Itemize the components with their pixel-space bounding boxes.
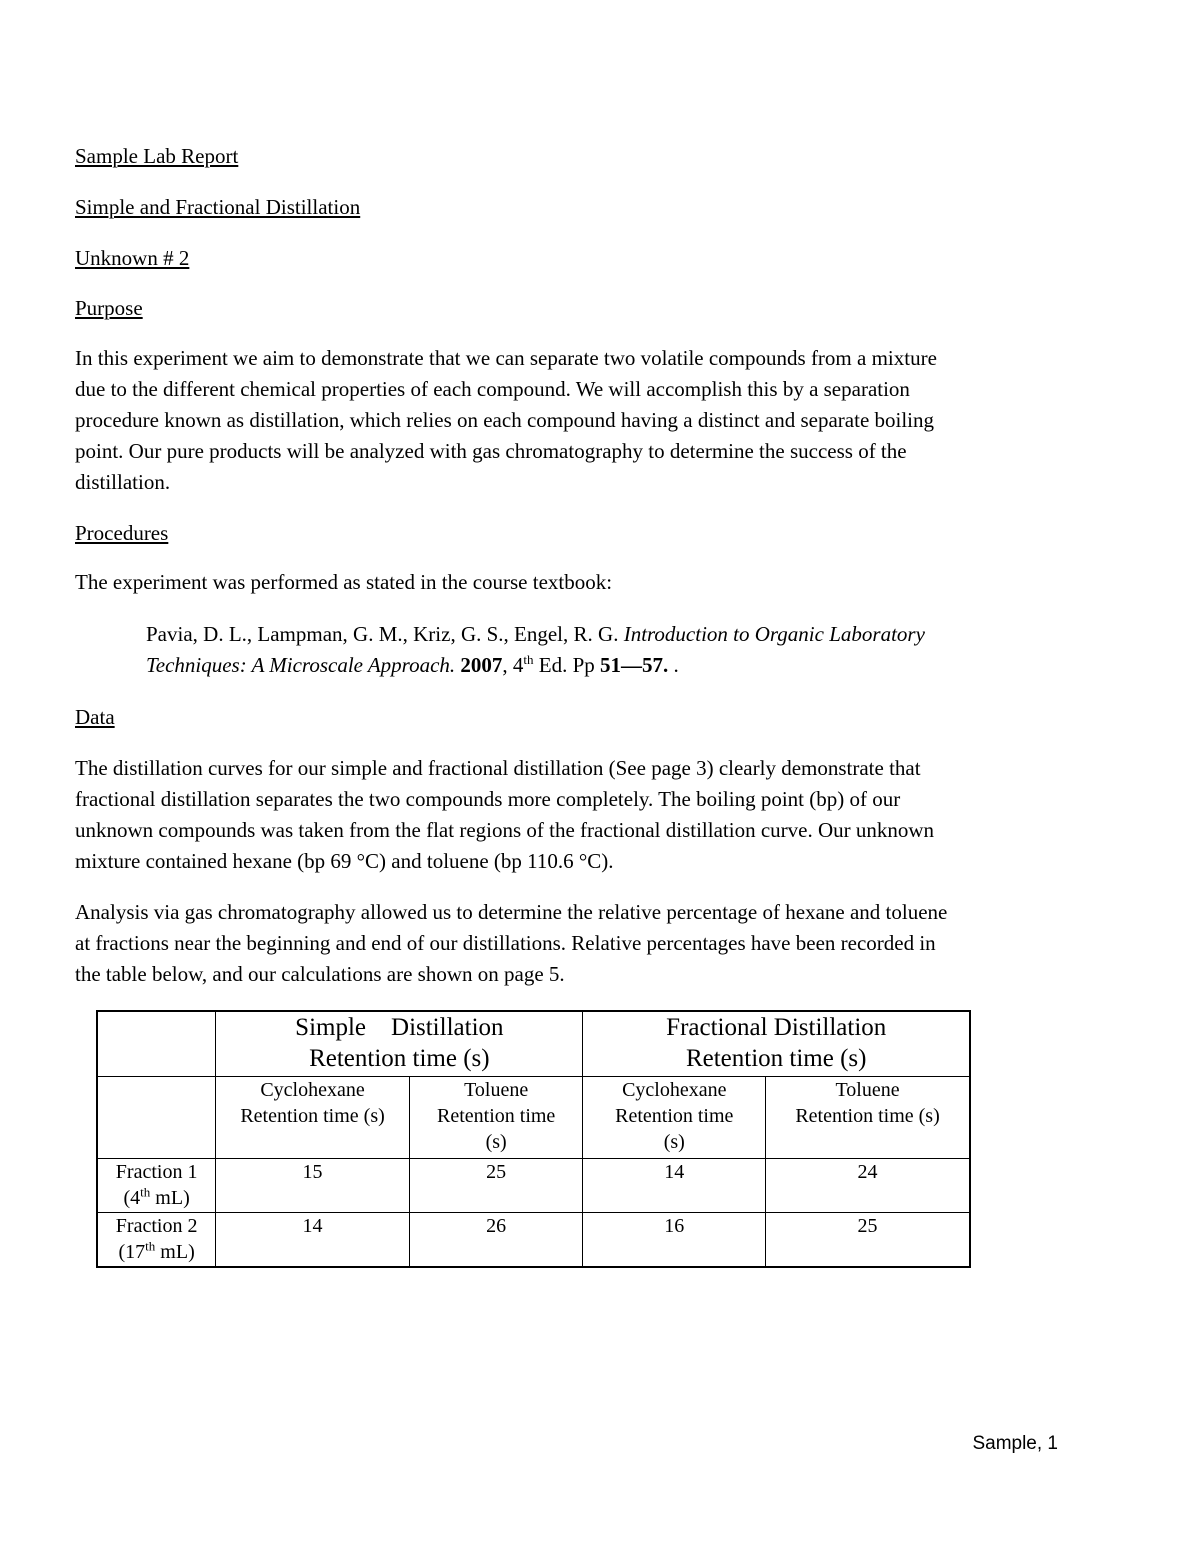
procedures-paragraph	[75, 567, 1075, 598]
unknown-number: Unknown # 2	[75, 246, 190, 270]
data-line: The distillation curves for our simple and fractional distillation (See page 3) clearly demonstrate that	[75, 756, 921, 780]
column-header	[583, 1077, 766, 1159]
data-heading: Data	[75, 705, 115, 729]
table-cell: 15	[216, 1159, 410, 1213]
page-footer: Sample, 1	[972, 1433, 1058, 1454]
table-cell: 25	[766, 1213, 970, 1268]
report-title: Sample Lab Report	[75, 144, 239, 168]
reference-authors: Pavia, D. L., Lampman, G. M., Kriz, G. S., Engel, R. G.	[146, 622, 619, 646]
table-cell: 14	[216, 1213, 410, 1268]
procedures-text: The experiment was performed as stated in the course textbook:	[75, 570, 613, 594]
reference-edition-suffix: th	[523, 652, 534, 667]
header-line: Retention time	[437, 1105, 556, 1127]
data-line: at fractions near the beginning and end of our distillations. Relative percentages have been recorded in	[75, 931, 936, 955]
data-line: mixture contained hexane (bp 69 °C) and toluene (bp 110.6 °C).	[75, 849, 614, 873]
data-paragraph-1	[75, 753, 1075, 877]
procedures-heading: Procedures	[75, 521, 169, 545]
table-row	[97, 1213, 970, 1268]
volume-suffix: th	[140, 1184, 151, 1200]
purpose-line: distillation.	[75, 470, 171, 494]
table-cell: 14	[583, 1159, 766, 1213]
fractional-distillation-header	[583, 1011, 970, 1077]
header-line: (s)	[485, 1131, 507, 1153]
purpose-line: due to the different chemical properties of each compound. We will accomplish this by a separation	[75, 377, 910, 401]
data-line: unknown compounds was taken from the flat regions of the fractional distillation curve. Our unknown	[75, 818, 935, 842]
column-header	[766, 1077, 970, 1159]
header-line: Retention time	[615, 1105, 734, 1127]
table-cell: 16	[583, 1213, 766, 1268]
header-line: Retention time (s)	[309, 1045, 490, 1072]
table-empty-cell	[97, 1077, 216, 1159]
reference-edition-number: 4	[512, 653, 524, 677]
header-line: Simple Distillation	[295, 1014, 504, 1041]
reference-title-part1: Introduction to Organic Laboratory	[623, 622, 925, 646]
textbook-reference	[146, 619, 1086, 681]
volume-unit: mL)	[155, 1241, 195, 1263]
table-empty-cell	[97, 1011, 216, 1077]
purpose-line: procedure known as distillation, which relies on each compound having a distinct and separate boiling	[75, 408, 935, 432]
purpose-heading: Purpose	[75, 296, 143, 320]
volume-number: (17	[118, 1241, 146, 1263]
volume-suffix: th	[145, 1238, 156, 1254]
data-line: fractional distillation separates the two compounds more completely. The boiling point (bp) of our	[75, 787, 901, 811]
reference-title-part2: Techniques: A Microscale Approach.	[146, 653, 456, 677]
table-cell: 25	[409, 1159, 583, 1213]
header-line: Fractional Distillation	[666, 1014, 887, 1041]
fraction-label: Fraction 2	[115, 1215, 198, 1237]
header-line: Retention time (s)	[795, 1105, 940, 1127]
row-label	[97, 1213, 216, 1268]
row-label	[97, 1159, 216, 1213]
data-line: the table below, and our calculations are shown on page 5.	[75, 962, 565, 986]
report-subtitle: Simple and Fractional Distillation	[75, 195, 361, 219]
reference-line-2: Techniques: A Microscale Approach. 2007, 4th Ed. Pp 51—57. .	[146, 652, 679, 677]
header-line: Toluene	[835, 1079, 900, 1101]
table-group-header-row	[97, 1011, 970, 1077]
purpose-line: In this experiment we aim to demonstrate that we can separate two volatile compounds from a mixture	[75, 346, 937, 370]
header-line: Retention time (s)	[240, 1105, 385, 1127]
reference-line-1	[146, 619, 1086, 650]
table-cell: 26	[409, 1213, 583, 1268]
header-line: Cyclohexane	[260, 1079, 365, 1101]
volume-number: (4	[123, 1187, 141, 1209]
reference-pages: 51—57.	[600, 653, 669, 677]
purpose-paragraph	[75, 343, 1075, 498]
table-row	[97, 1159, 970, 1213]
reference-year: 2007	[460, 653, 503, 677]
volume-unit: mL)	[150, 1187, 190, 1209]
data-paragraph-2	[75, 897, 1075, 990]
column-header	[216, 1077, 410, 1159]
retention-time-table	[96, 1010, 971, 1268]
table-sub-header-row	[97, 1077, 970, 1159]
table-cell: 24	[766, 1159, 970, 1213]
purpose-line: point. Our pure products will be analyzed with gas chromatography to determine the success of the	[75, 439, 907, 463]
header-line: (s)	[663, 1131, 685, 1153]
header-line: Cyclohexane	[622, 1079, 727, 1101]
fraction-label: Fraction 1	[115, 1161, 198, 1183]
simple-distillation-header	[216, 1011, 583, 1077]
column-header	[409, 1077, 583, 1159]
header-line: Toluene	[464, 1079, 529, 1101]
reference-edition-text: Ed. Pp	[538, 653, 595, 677]
data-line: Analysis via gas chromatography allowed us to determine the relative percentage of hexane and toluene	[75, 900, 948, 924]
fraction-volume	[100, 1239, 213, 1265]
header-line: Retention time (s)	[685, 1045, 867, 1072]
fraction-volume	[100, 1185, 213, 1211]
reference-trailing-dot: .	[673, 653, 679, 677]
